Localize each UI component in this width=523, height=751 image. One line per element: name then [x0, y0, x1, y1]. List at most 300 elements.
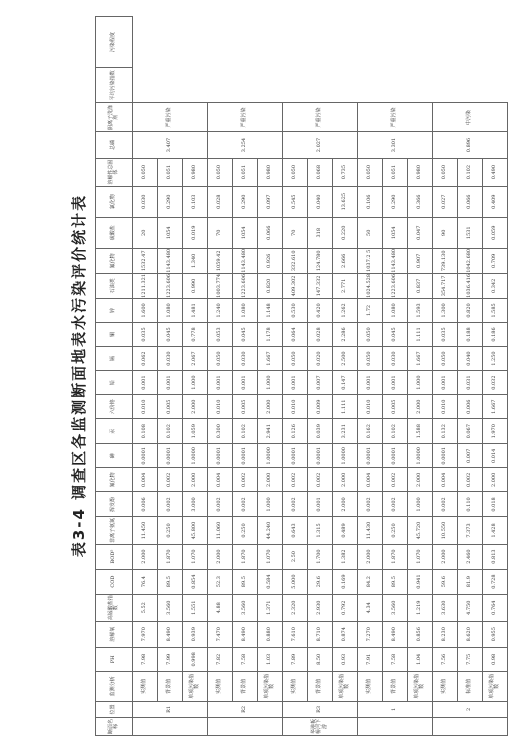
value-cell: 70 [208, 217, 233, 248]
value-cell: 1.600 [133, 298, 158, 322]
value-cell: 0.020 [308, 347, 333, 371]
column-header: 断面名称 [96, 717, 133, 735]
value-cell: 2.000 [333, 468, 358, 492]
value-cell: 1.970 [483, 419, 508, 444]
row-label-cell: 背景值 [158, 671, 183, 701]
value-cell: 1.000 [258, 492, 283, 517]
value-cell: 0.110 [458, 492, 483, 517]
value-cell: 0.820 [258, 273, 283, 298]
value-cell: 0.035 [433, 322, 458, 346]
value-cell: 0.002 [283, 492, 308, 517]
value-cell: 1.178 [258, 322, 283, 346]
value-cell: 5.52 [133, 594, 158, 621]
value-cell: 0.001 [208, 371, 233, 395]
value-cell: 1.250 [483, 347, 508, 371]
value-cell: 52.3 [208, 569, 233, 594]
value-cell: 2.320 [283, 594, 308, 621]
value-cell: 0.955 [483, 621, 508, 647]
value-cell: 2.286 [333, 322, 358, 346]
value-cell: 1.080 [383, 298, 408, 322]
row-label-cell: 背景值 [308, 671, 333, 701]
value-cell: 1.111 [333, 395, 358, 419]
pollution-statistics-table [95, 16, 508, 736]
value-cell: 0.001 [383, 371, 408, 395]
row-label-cell: 背景值 [233, 671, 258, 701]
value-cell: 0.002 [208, 492, 233, 517]
value-cell: 0.030 [233, 347, 258, 371]
value-cell: 0.907 [408, 248, 433, 273]
value-cell: 0.250 [233, 517, 258, 544]
value-cell: 0.102 [383, 419, 408, 444]
section-name-cell [433, 717, 508, 735]
value-cell: 1.0000 [333, 444, 358, 468]
value-cell: 0.066 [258, 217, 283, 248]
value-cell: 70 [283, 217, 308, 248]
column-header: PH [96, 647, 133, 671]
value-cell: 0.006 [133, 492, 158, 517]
value-cell: 0.004 [433, 468, 458, 492]
value-cell: 1037.2 5 [358, 248, 383, 273]
value-cell: 2.666 [333, 248, 358, 273]
column-header: 氯化物 [96, 186, 133, 217]
value-cell: 44.240 [258, 517, 283, 544]
value-cell: 0.998 [183, 647, 208, 671]
value-cell: 0.001 [133, 371, 158, 395]
value-cell: 0.778 [183, 322, 208, 346]
value-cell: 1.111 [408, 322, 433, 346]
section-name-cell [133, 717, 208, 735]
column-header: 总磷 [96, 132, 133, 158]
table-row [208, 17, 233, 736]
value-cell: 0.097 [258, 186, 283, 217]
value-cell: 2.50 [283, 544, 308, 569]
value-cell: 1143.480 [158, 248, 183, 273]
value-cell: 0.010 [283, 395, 308, 419]
value-cell: 1003.774 [208, 273, 233, 298]
value-cell: 4.750 [458, 594, 483, 621]
value-cell: 11.430 [358, 517, 383, 544]
value-cell: 1.481 [183, 298, 208, 322]
value-cell: 2.000 [483, 468, 508, 492]
value-cell: 0.108 [133, 419, 158, 444]
value-cell: 1.240 [208, 298, 233, 322]
value-cell: 1.667 [408, 347, 433, 371]
value-cell: 29.6 [308, 569, 333, 594]
pollution-degree-cell: 严重污染 [208, 103, 283, 132]
value-cell: 0.0001 [133, 444, 158, 468]
value-cell: 76.4 [133, 569, 158, 594]
value-cell: 0.366 [408, 186, 433, 217]
average-pollution-index-cell: 3.407 [133, 132, 208, 158]
value-cell: 0.007 [458, 444, 483, 468]
value-cell: 0.062 [133, 347, 158, 371]
value-cell: 7.970 [133, 621, 158, 647]
value-cell: 0.002 [233, 492, 258, 517]
value-cell: 1.080 [158, 298, 183, 322]
value-cell: 1059.42 [208, 248, 233, 273]
value-cell: 0.0001 [308, 444, 333, 468]
value-cell: 8.50 [308, 647, 333, 671]
value-cell: 354.717 [433, 273, 458, 298]
value-cell: 0.045 [158, 322, 183, 346]
value-cell: 1.0000 [183, 444, 208, 468]
value-cell: 89.5 [158, 569, 183, 594]
value-cell: 0.002 [158, 492, 183, 517]
value-cell: 409.302 [283, 273, 308, 298]
value-cell: 1.148 [258, 298, 283, 322]
value-cell: 0.103 [183, 186, 208, 217]
value-cell: 0.066 [458, 186, 483, 217]
value-cell: 0.053 [208, 322, 233, 346]
column-header: 氟化物 [96, 248, 133, 273]
column-header: 非离子氨氮 [96, 517, 133, 544]
value-cell: 7.99 [158, 647, 183, 671]
value-cell: 0.035 [133, 322, 158, 346]
value-cell: 0.980 [258, 158, 283, 186]
value-cell: 1036.416 [458, 273, 483, 298]
value-cell: 0.050 [433, 347, 458, 371]
row-label-cell: 实测值 [208, 671, 233, 701]
value-cell: 8.490 [383, 621, 408, 647]
value-cell: 1.000 [183, 371, 208, 395]
value-cell: 318 [308, 217, 333, 248]
value-cell: 7.56 [433, 647, 458, 671]
value-cell: 0.980 [408, 158, 433, 186]
value-cell: 0.004 [208, 468, 233, 492]
value-cell: 1.593 [408, 298, 433, 322]
value-cell: 0.489 [333, 517, 358, 544]
value-cell: 0.941 [408, 569, 433, 594]
value-cell: 0.010 [433, 395, 458, 419]
site-cell: R1 [133, 701, 208, 717]
value-cell: 0.027 [433, 186, 458, 217]
value-cell: 1143.480 [383, 248, 408, 273]
value-cell: 1.371 [258, 594, 283, 621]
average-pollution-index-cell: 3.301 [358, 132, 433, 158]
value-cell: 0.010 [208, 395, 233, 419]
value-cell: 0.001 [433, 371, 458, 395]
pollution-degree-cell: 严重污染 [283, 103, 358, 132]
value-cell: 0.735 [333, 158, 358, 186]
value-cell: 1.070 [258, 544, 283, 569]
column-header: 平均污染指数 [96, 68, 133, 103]
value-cell: 0.040 [458, 347, 483, 371]
value-cell: 2.000 [408, 468, 433, 492]
value-cell: 8.490 [233, 621, 258, 647]
value-cell: 1042.680 [458, 248, 483, 273]
value-cell: 3.560 [383, 594, 408, 621]
column-header: 镉 [96, 347, 133, 371]
value-cell: 0.188 [458, 322, 483, 346]
column-header: 砷 [96, 444, 133, 468]
row-label-cell: 实测值 [433, 671, 458, 701]
value-cell: 1.588 [408, 419, 433, 444]
value-cell: 2.000 [433, 544, 458, 569]
column-header: 监测分析 [96, 671, 133, 701]
column-header: 污染程度 [96, 17, 133, 68]
value-cell: 0.0001 [383, 444, 408, 468]
value-cell: 0.854 [183, 569, 208, 594]
value-cell: 0.643 [283, 517, 308, 544]
value-cell: 7.470 [208, 621, 233, 647]
value-cell: 1.585 [483, 298, 508, 322]
value-cell: 0.98 [483, 647, 508, 671]
value-cell: 1.070 [183, 544, 208, 569]
value-cell: 0.001 [233, 371, 258, 395]
value-cell: 1.000 [408, 492, 433, 517]
value-cell: 0.001 [308, 492, 333, 517]
value-cell: 0.0001 [208, 444, 233, 468]
value-cell: 0.050 [133, 158, 158, 186]
value-cell: 1.070 [408, 544, 433, 569]
value-cell: 1.000 [258, 371, 283, 395]
value-cell: 0.006 [458, 395, 483, 419]
value-cell: 0.002 [358, 492, 383, 517]
column-header: 挥发酚 [96, 492, 133, 517]
value-cell: 2.000 [333, 492, 358, 517]
table-row [133, 17, 158, 736]
value-cell: 0.813 [483, 544, 508, 569]
column-header: 氰化物 [96, 468, 133, 492]
value-cell: 84.2 [358, 569, 383, 594]
value-cell: 7.75 [458, 647, 483, 671]
value-cell: 90 [433, 217, 458, 248]
value-cell: 0.300 [208, 419, 233, 444]
value-cell: 1024.528 [358, 273, 383, 298]
row-label-cell: 单项污染指数 [483, 671, 508, 701]
value-cell: 0.939 [183, 621, 208, 647]
document-title: 表3-4 调查区各监测断面地表水污染评价统计表 [70, 193, 88, 558]
row-label-cell: 实测值 [358, 671, 383, 701]
value-cell: 2.460 [458, 544, 483, 569]
value-cell: 2.941 [258, 419, 283, 444]
value-cell: 45.800 [183, 517, 208, 544]
pollution-degree-cell: 中污染 [433, 103, 508, 132]
value-cell: 0.051 [158, 158, 183, 186]
value-cell: 1054 [233, 217, 258, 248]
value-cell: 0.106 [358, 186, 383, 217]
value-cell: 0.045 [383, 322, 408, 346]
value-cell: 0.162 [358, 419, 383, 444]
value-cell: 1.04 [408, 647, 433, 671]
value-cell: 7.373 [458, 517, 483, 544]
value-cell: 0.126 [283, 419, 308, 444]
value-cell: 0.0001 [283, 444, 308, 468]
value-cell: 3.560 [158, 594, 183, 621]
value-cell: 0.792 [333, 594, 358, 621]
value-cell: 0.001 [358, 371, 383, 395]
value-cell: 1223.606 [158, 273, 183, 298]
value-cell: 1.0000 [408, 444, 433, 468]
value-cell: 1.03 [258, 647, 283, 671]
value-cell: 0.005 [383, 395, 408, 419]
value-cell: 0.764 [483, 594, 508, 621]
value-cell: 50 [358, 217, 383, 248]
value-cell: 0.132 [433, 419, 458, 444]
value-cell: 1531 [458, 217, 483, 248]
header-row [96, 17, 133, 736]
value-cell: 0.874 [333, 621, 358, 647]
value-cell: 5.000 [283, 569, 308, 594]
value-cell: 1.315 [308, 517, 333, 544]
value-cell: 0.050 [208, 158, 233, 186]
value-cell: 81.9 [458, 569, 483, 594]
value-cell: 0.068 [308, 158, 333, 186]
value-cell: 0.030 [383, 347, 408, 371]
value-cell: 1.000 [408, 371, 433, 395]
value-cell: 0.290 [158, 186, 183, 217]
value-cell: 0.002 [233, 468, 258, 492]
value-cell: 0.050 [358, 347, 383, 371]
value-cell: 0.028 [308, 322, 333, 346]
value-cell: 0.040 [308, 186, 333, 217]
value-cell: 7.58 [233, 647, 258, 671]
value-cell: 7.58 [383, 647, 408, 671]
value-cell: 0.880 [258, 621, 283, 647]
value-cell: 0.051 [383, 158, 408, 186]
value-cell: 1054 [383, 217, 408, 248]
value-cell: 0.002 [383, 468, 408, 492]
value-cell: 2.000 [183, 468, 208, 492]
value-cell: 7.82 [208, 647, 233, 671]
value-cell: 0.250 [158, 517, 183, 544]
value-cell: 0.530 [283, 298, 308, 322]
section-name-cell [358, 717, 433, 735]
value-cell: 1.300 [433, 298, 458, 322]
section-name-cell [208, 717, 283, 735]
value-cell: 0.010 [133, 395, 158, 419]
value-cell: 2.000 [258, 468, 283, 492]
value-cell: 0.709 [483, 248, 508, 273]
value-cell: 7.89 [283, 647, 308, 671]
value-cell: 0.050 [358, 322, 383, 346]
value-cell: 1223.606 [383, 273, 408, 298]
value-cell: 0.004 [133, 468, 158, 492]
value-cell: 7.91 [358, 647, 383, 671]
value-cell: 2.067 [183, 347, 208, 371]
column-header: 汞 [96, 419, 133, 444]
value-cell: 1.870 [383, 544, 408, 569]
value-cell: 3.630 [433, 594, 458, 621]
row-label-cell: 单项污染指数 [333, 671, 358, 701]
value-cell: 2.771 [333, 273, 358, 298]
value-cell: 0.490 [483, 158, 508, 186]
column-header: 锌 [96, 298, 133, 322]
value-cell: 0.030 [158, 347, 183, 371]
value-cell: 0.047 [408, 217, 433, 248]
value-cell: 8.490 [158, 621, 183, 647]
site-cell: 1 [358, 701, 433, 717]
value-cell: 10.550 [433, 517, 458, 544]
value-cell: 0.067 [458, 419, 483, 444]
column-header: 六价铬 [96, 395, 133, 419]
value-cell: 89.5 [383, 569, 408, 594]
value-cell: 7.98 [133, 647, 158, 671]
value-cell: 2.000 [133, 544, 158, 569]
value-cell: 0.002 [283, 468, 308, 492]
value-cell: 1143.480 [233, 248, 258, 273]
average-pollution-index-cell: 3.254 [208, 132, 283, 158]
value-cell: 0.342 [483, 273, 508, 298]
row-label-cell: 标准值 [458, 671, 483, 701]
value-cell: 0.926 [258, 248, 283, 273]
value-cell: 1.0000 [258, 444, 283, 468]
value-cell: 0.102 [458, 158, 483, 186]
value-cell: 0.290 [233, 186, 258, 217]
value-cell: 11.450 [133, 517, 158, 544]
table-row [283, 17, 308, 736]
value-cell: 0.186 [483, 322, 508, 346]
value-cell: 0.005 [233, 395, 258, 419]
value-cell: 0.002 [308, 468, 333, 492]
column-header: COD [96, 569, 133, 594]
value-cell: 0.837 [408, 273, 433, 298]
value-cell: 11.060 [208, 517, 233, 544]
value-cell: 7.270 [358, 621, 383, 647]
value-cell: 0.250 [383, 517, 408, 544]
value-cell: 0.032 [483, 371, 508, 395]
value-cell: 3.560 [233, 594, 258, 621]
value-cell: 1.219 [408, 594, 433, 621]
value-cell: 0.001 [158, 371, 183, 395]
value-cell: 0.010 [358, 395, 383, 419]
site-cell: R3 [283, 701, 358, 717]
table-row [358, 17, 383, 736]
value-cell: 89.5 [233, 569, 258, 594]
value-cell: 0.030 [133, 186, 158, 217]
value-cell: 0.001 [283, 371, 308, 395]
value-cell: 0.820 [458, 298, 483, 322]
value-cell: 0.002 [383, 492, 408, 517]
value-cell: 0.169 [333, 569, 358, 594]
value-cell: 13.625 [333, 186, 358, 217]
value-cell: 3.000 [183, 492, 208, 517]
value-cell: 0.031 [458, 371, 483, 395]
value-cell: 0.018 [483, 492, 508, 517]
value-cell: 1.382 [333, 544, 358, 569]
value-cell: 0.059 [483, 217, 508, 248]
column-header: 阴离子洗涤剂 [96, 103, 133, 132]
value-cell: 0.050 [283, 158, 308, 186]
value-cell: 20 [133, 217, 158, 248]
value-cell: 1223.606 [233, 273, 258, 298]
value-cell: 1.667 [483, 395, 508, 419]
average-pollution-index-cell: 0.896 [433, 132, 508, 158]
table-row [433, 17, 458, 736]
value-cell: 0.004 [358, 468, 383, 492]
value-cell: 0.147 [333, 371, 358, 395]
column-header: 硫酸盐 [96, 217, 133, 248]
value-cell: 0.028 [208, 186, 233, 217]
value-cell: 0.019 [183, 217, 208, 248]
value-cell: 1.551 [183, 594, 208, 621]
value-cell: 0.005 [158, 395, 183, 419]
value-cell: 45.720 [408, 517, 433, 544]
value-cell: 2.500 [333, 347, 358, 371]
column-header: 铜 [96, 322, 133, 346]
value-cell: 0.0001 [358, 444, 383, 468]
value-cell: 2.000 [183, 395, 208, 419]
value-cell: 1.700 [308, 544, 333, 569]
value-cell: 1.059 [183, 419, 208, 444]
value-cell: 0.220 [333, 217, 358, 248]
value-cell: 1211.321 [133, 273, 158, 298]
pollution-degree-cell: 严重污染 [358, 103, 433, 132]
section-name-cell: 华港板桥河下游 [283, 717, 358, 735]
site-cell: R2 [208, 701, 283, 717]
value-cell: 0.0001 [433, 444, 458, 468]
value-cell: 124.780 [308, 248, 333, 273]
